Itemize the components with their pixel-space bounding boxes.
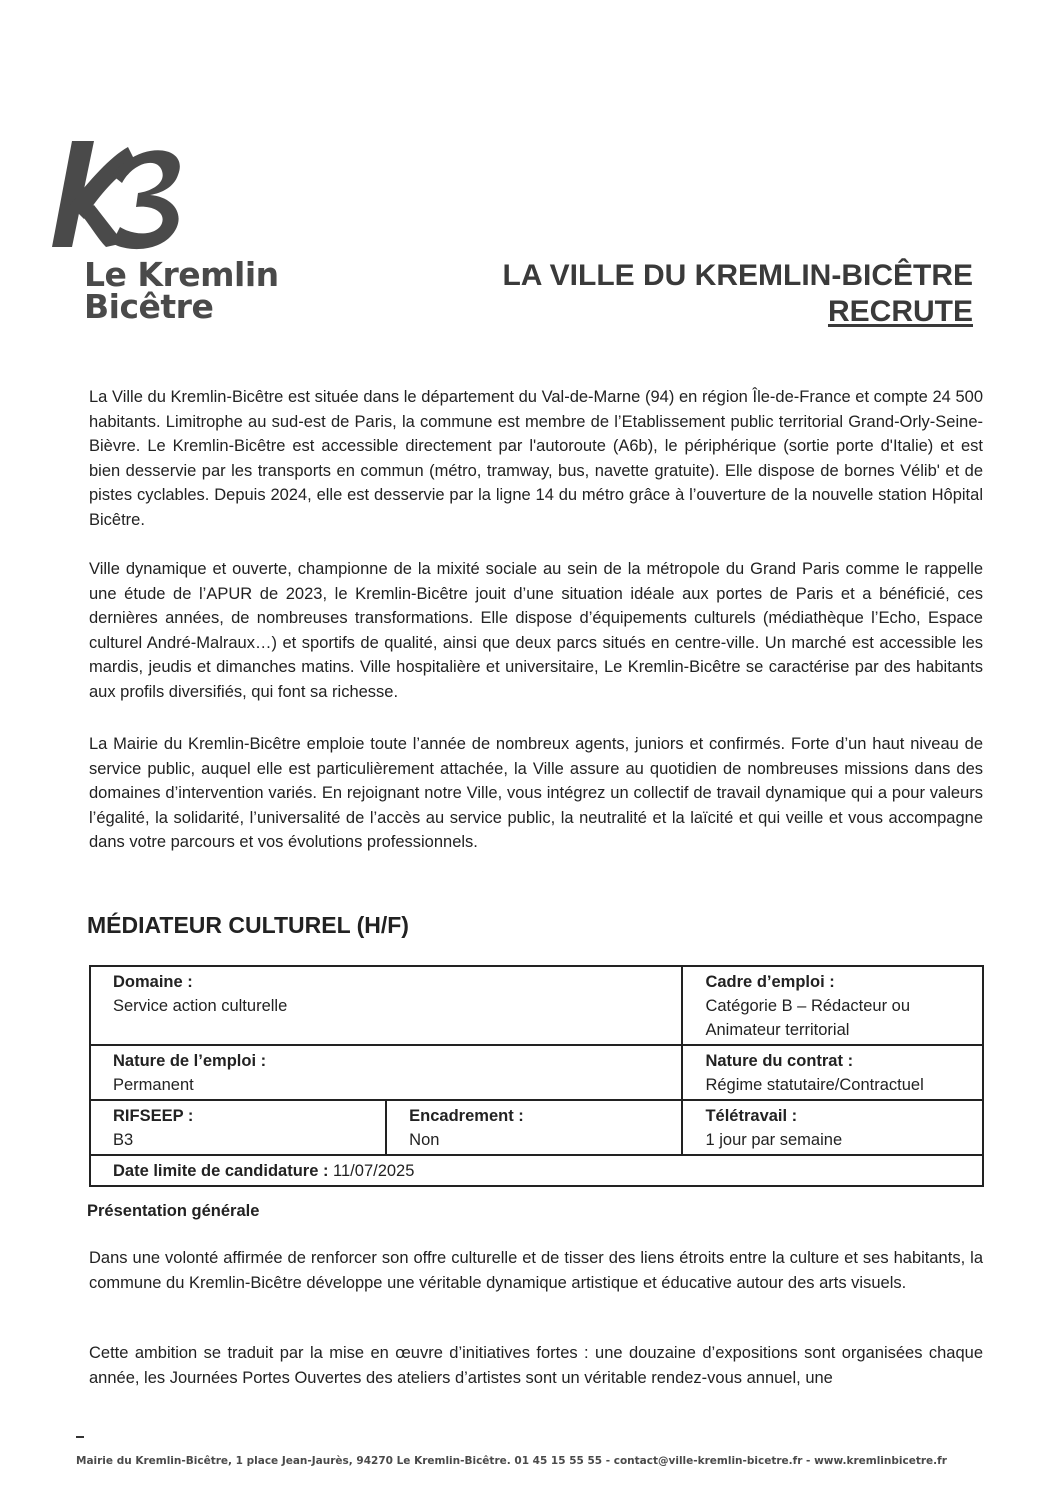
encadrement-value: Non — [409, 1131, 440, 1149]
page-title: LA VILLE DU KREMLIN-BICÊTRE — [502, 259, 973, 292]
nature-contrat-cell — [682, 1045, 983, 1100]
job-title: MÉDIATEUR CULTUREL (H/F) — [87, 912, 409, 938]
nature-contrat-label: Nature du contrat : — [705, 1052, 854, 1070]
date-limite-label: Date limite de candidature : — [113, 1162, 329, 1180]
date-limite-cell — [90, 1155, 983, 1186]
presentation-paragraph-2: Cette ambition se traduit par la mise en œuvre d’initiatives fortes : une douzaine d’expositions sont organisées chaque année, les Journées Portes Ouvertes des ateliers d’artistes sont un véritable rendez-vous annuel, une — [89, 1344, 983, 1387]
job-info-table — [89, 965, 984, 1187]
cadre-label: Cadre d’emploi : — [705, 973, 835, 991]
rifseep-value: B3 — [113, 1131, 134, 1149]
rifseep-cell — [90, 1100, 386, 1155]
page-subtitle: RECRUTE — [827, 295, 973, 328]
presentation-heading: Présentation générale — [87, 1202, 260, 1220]
logo-line-2: Bicêtre — [84, 287, 214, 326]
cadre-value-1: Catégorie B – Rédacteur ou — [705, 997, 911, 1015]
nature-emploi-label: Nature de l’emploi : — [113, 1052, 267, 1070]
city-logo — [50, 135, 280, 326]
cadre-value-2: Animateur territorial — [705, 1021, 850, 1039]
logo-line-1: Le Kremlin — [84, 255, 279, 294]
footer-contact: Mairie du Kremlin-Bicêtre, 1 place Jean-Jaurès, 94270 Le Kremlin-Bicêtre. 01 45 15 55 55 - contact@ville-kremlin-bicetre.fr - www.kremlinbicetre.fr — [76, 1455, 947, 1467]
date-limite-value: 11/07/2025 — [328, 1162, 415, 1180]
encadrement-cell — [386, 1100, 682, 1155]
nature-emploi-value: Permanent — [113, 1076, 194, 1094]
rifseep-label: RIFSEEP : — [113, 1107, 194, 1125]
footer-divider — [76, 1436, 84, 1438]
table-row — [90, 966, 983, 1045]
teletravail-label: Télétravail : — [705, 1107, 798, 1125]
page-header — [502, 258, 973, 330]
table-row — [90, 1045, 983, 1100]
intro-paragraph-3: La Mairie du Kremlin-Bicêtre emploie toute l’année de nombreux agents, juniors et confirmés. Forte d’un haut niveau de service public, auquel elle est particulièrement attachée, la Ville assure au quotidien de nombreuses missions dans des domaines d’intervention variés. En rejoignant notre Ville, vous intégrez un collectif de travail dynamique qui a pour valeurs l’égalité, la solidarité, l’universalité de l’accès au service public, la neutralité et la laïcité et qui veille et vous accompagne dans votre parcours et vos évolutions professionnels. — [89, 735, 983, 852]
intro-paragraph-1: La Ville du Kremlin-Bicêtre est située dans le département du Val-de-Marne (94) en région Île-de-France et compte 24 500 habitants. Limitrophe au sud-est de Paris, la commune est membre de l’Etablissement public territorial Grand-Orly-Seine-Bièvre. Le Kremlin-Bicêtre est accessible directement par l'autoroute (A6b), le périphérique (sortie porte d'Italie) et est bien desservie par les transports en commun (métro, tramway, bus, navette gratuite). Elle dispose de bornes Vélib' et de pistes cyclables. Depuis 2024, elle est desservie par la ligne 14 du métro grâce à l’ouverture de la nouvelle station Hôpital Bicêtre. — [89, 388, 983, 529]
table-row — [90, 1100, 983, 1155]
domaine-label: Domaine : — [113, 973, 193, 991]
table-row — [90, 1155, 983, 1186]
teletravail-cell — [682, 1100, 983, 1155]
encadrement-label: Encadrement : — [409, 1107, 524, 1125]
nature-contrat-value: Régime statutaire/Contractuel — [705, 1076, 924, 1094]
cadre-cell — [682, 966, 983, 1045]
domaine-value: Service action culturelle — [113, 997, 288, 1015]
nature-emploi-cell — [90, 1045, 682, 1100]
teletravail-value: 1 jour par semaine — [705, 1131, 843, 1149]
domaine-cell — [90, 966, 682, 1045]
presentation-paragraph-1: Dans une volonté affirmée de renforcer son offre culturelle et de tisser des liens étroits entre la culture et ses habitants, la commune du Kremlin-Bicêtre développe une véritable dynamique artistique et éducative autour des arts visuels. — [89, 1249, 983, 1292]
intro-paragraph-2: Ville dynamique et ouverte, championne de la mixité sociale au sein de la métropole du Grand Paris comme le rappelle une étude de l’APUR de 2023, le Kremlin-Bicêtre jouit d’une situation idéale aux portes de Paris et a bénéficié, ces dernières années, de nombreuses transformations. Elle dispose d’équipements culturels (médiathèque l’Echo, Espace culturel André-Malraux…) et sportifs de qualité, ainsi que deux parcs situés en centre-ville. Un marché est accessible les mardis, jeudis et dimanches matins. Ville hospitalière et universitaire, Le Kremlin-Bicêtre se caractérise par des habitants aux profils diversifiés, qui font sa richesse. — [89, 560, 983, 701]
kb-logo-mark-icon — [50, 135, 190, 253]
